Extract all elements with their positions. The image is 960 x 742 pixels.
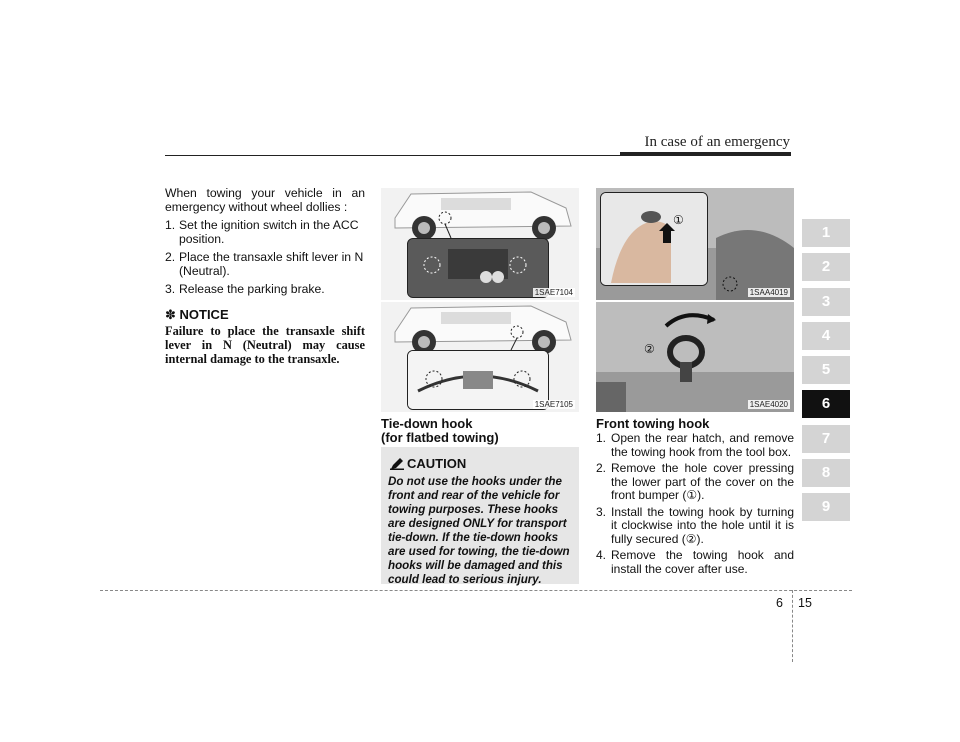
figure-code: 1SAE4020 — [749, 400, 788, 409]
page-chapter: 6 — [776, 596, 783, 610]
chapter-tab-8[interactable]: 8 — [802, 459, 850, 487]
intro-text: When towing your vehicle in an emergency without wheel dollies : — [165, 186, 365, 214]
towing-hook-photo — [596, 302, 794, 412]
list-item: 3. Install the towing hook by turning it clockwise into the hole until it is fully secured (②). — [596, 504, 794, 546]
front-towing-hook-heading: Front towing hook — [596, 416, 710, 431]
figure-code: 1SAE7104 — [534, 288, 573, 297]
list-item: 2. Remove the hole cover pressing the lower part of the cover on the front bumper (①). — [596, 461, 794, 502]
chapter-tab-5[interactable]: 5 — [802, 356, 850, 384]
chapter-tab-6[interactable]: 6 — [802, 390, 850, 418]
page-number: 15 — [798, 596, 812, 610]
figure-hole-cover — [596, 188, 794, 300]
header-rule-accent — [620, 152, 791, 156]
hand-inset — [600, 192, 708, 286]
chapter-tab-3[interactable]: 3 — [802, 288, 850, 316]
towing-steps-list — [165, 218, 365, 296]
front-towing-steps-list — [596, 432, 794, 576]
figure-tie-down-rear — [381, 302, 579, 412]
footer-rule — [100, 590, 852, 591]
caution-text: Do not use the hooks under the front and rear of the vehicle for towing purposes. These hooks are designed ONLY for transport tie-down. If the tie-down hooks are used for towing, the tie-down hooks will be damaged and this could lead to serious injury. — [388, 475, 570, 586]
list-item: 2. Place the transaxle shift lever in N (Neutral). — [165, 250, 364, 278]
marker-1: ① — [673, 213, 684, 227]
underbody-inset — [407, 350, 549, 410]
caution-title: CAUTION — [407, 456, 467, 471]
chapter-tab-7[interactable]: 7 — [802, 425, 850, 453]
notice-body: Failure to place the transaxle shift lever in N (Neutral) may cause internal damage to the transaxle. — [165, 324, 365, 366]
section-title: In case of an emergency — [644, 134, 790, 150]
list-item: 3. Release the parking brake. — [165, 282, 325, 296]
list-item: 1. Open the rear hatch, and remove the towing hook from the tool box. — [596, 431, 794, 459]
chapter-tab-9[interactable]: 9 — [802, 493, 850, 521]
chapter-tab-2[interactable]: 2 — [802, 253, 850, 281]
figure-code: 1SAE7105 — [534, 400, 573, 409]
figure-towing-hook — [596, 302, 794, 412]
right-text-column — [596, 432, 794, 579]
chapter-tab-4[interactable]: 4 — [802, 322, 850, 350]
list-item: 1. Set the ignition switch in the ACC position. — [165, 218, 359, 246]
caution-pencil-icon — [390, 458, 404, 470]
figure-code: 1SAA4019 — [749, 288, 788, 297]
figure-tie-down-front — [381, 188, 579, 300]
tie-down-hook-heading: Tie-down hook (for flatbed towing) — [381, 416, 499, 445]
notice-title: ✽ NOTICE — [165, 307, 229, 322]
marker-2: ② — [644, 342, 655, 356]
chapter-tab-1[interactable]: 1 — [802, 219, 850, 247]
footer-divider — [792, 590, 793, 662]
caution-box — [381, 447, 579, 584]
underbody-inset — [407, 238, 549, 298]
list-item: 4. Remove the towing hook and install the cover after use. — [596, 548, 794, 576]
left-text-column — [165, 186, 365, 366]
